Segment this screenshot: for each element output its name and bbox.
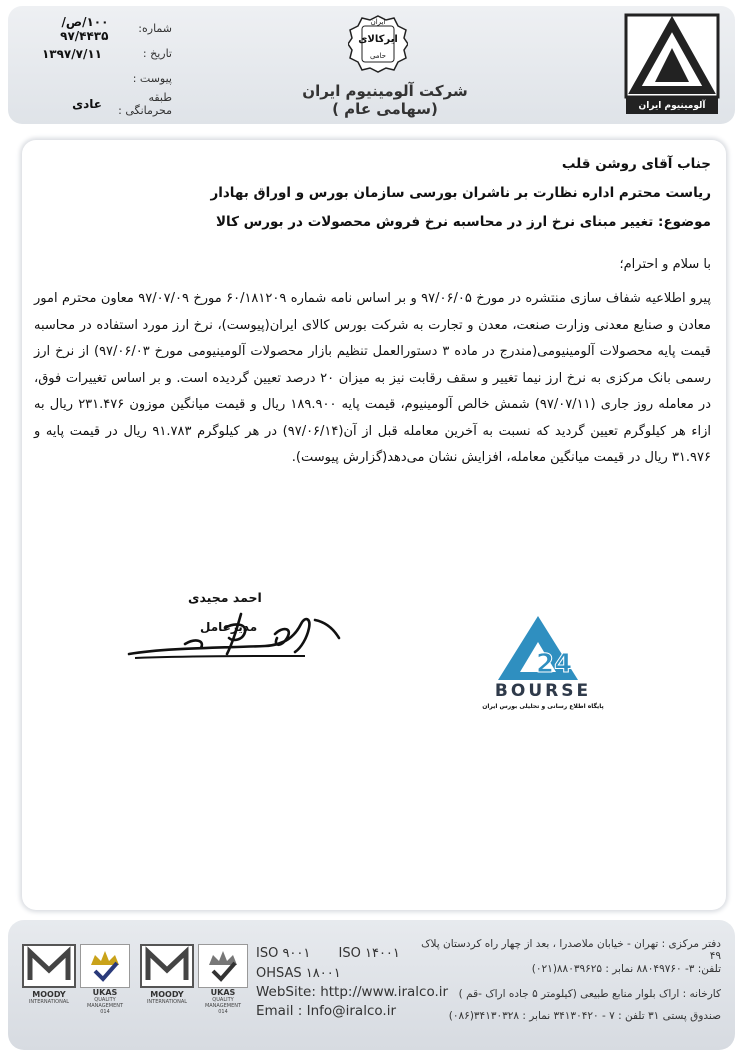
cert-label: MOODY bbox=[32, 990, 66, 999]
letter-subject: موضوع: تغییر مبنای نرخ ارز در محاسبه نرخ فروش محصولات در بورس کالا bbox=[215, 214, 711, 230]
logo-caption: آلومینیوم ایران bbox=[638, 101, 706, 111]
ukas-code: 014 bbox=[218, 1009, 228, 1015]
ukas-label: UKAS bbox=[92, 988, 118, 997]
cert-label: MOODY bbox=[150, 990, 184, 999]
crown-check-icon bbox=[80, 944, 130, 988]
meta-value: ۱۳۹۷/۷/۱۱ bbox=[41, 46, 102, 61]
bourse-tagline: پایگاه اطلاع رسانی و تحلیلی بورس ایران bbox=[482, 703, 604, 710]
seal-text-top: ایران bbox=[370, 18, 386, 26]
moody-cert-1 bbox=[22, 944, 76, 1022]
letter-paragraph: پیرو اطلاعیه شفاف سازی منتشره در مورخ ۹۷/۰۶/۰۵ و بر اساس نامه شماره ۶۰/۱۸۱۲۰۹ مورخ ۹۷/۰۷/۰۹ معاون محترم امور معادن و صنایع معدنی وزارت صنعت، معدن و تجارت به شرکت بورس کالای ایران(پیوست)، نرخ ارز مورد استفاده در محاسبه قیمت پایه محصولات آلومینیومی(مندرج در ماده ۳ دستورالعمل تنظیم بازار محصولات آلومینیومی مورخ ۹۷/۰۶/۰۳) از نرخ ارز رسمی بانک مرکزی به نرخ ارز نیما تغییر و سقف رقابت نیز به میزان ۲۰ درصد تعیین گردیده است. و بر اساس تغییرات فوق، در معامله روز جاری (۹۷/۰۷/۱۱) شمش خالص آلومینیوم، قیمت پایه ۱۸۹.۹۰۰ ریال و قیمت میانگین موزون ۲۳۱.۴۷۶ ریال به ازاء هر کیلوگرم تعیین گردید که نسبت به آخرین معامله قبل از آن(۹۷/۰۶/۱۴) در هر کیلوگرم ۹۱.۷۸۳ ریال در قیمت پایه و ۳۱.۹۷۶ ریال در قیمت میانگین معامله، افزایش نشان می‌دهد(گزارش پیوست). bbox=[34, 291, 712, 465]
iso-9001: ISO ۹۰۰۱ bbox=[256, 946, 311, 961]
meta-date bbox=[22, 41, 172, 66]
moody-logo-icon bbox=[22, 944, 76, 988]
meta-value: ۱۰۰/ص/۹۷/۴۴۳۵ bbox=[60, 14, 109, 43]
moody-cert-2 bbox=[140, 944, 194, 1022]
cert-sub: INTERNATIONAL bbox=[146, 999, 188, 1005]
ukas-sub: QUALITY MANAGEMENT bbox=[204, 997, 242, 1009]
iso-certifications bbox=[256, 946, 424, 961]
meta-label: تاریخ : bbox=[142, 47, 172, 60]
ukas-sub: QUALITY MANAGEMENT bbox=[86, 997, 124, 1009]
letterhead bbox=[8, 6, 735, 124]
svg-text:24: 24 bbox=[536, 649, 573, 679]
office-address: دفتر مرکزی : تهران - خیابان ملاصدرا ، بعد از چهار راه کردستان پلاک ۴۹ bbox=[421, 938, 721, 962]
ukas-cert-1 bbox=[80, 944, 130, 1022]
letter-meta bbox=[22, 16, 172, 116]
bourse-wordmark: BOURSE bbox=[494, 681, 592, 701]
ukas-code: 014 bbox=[100, 1009, 110, 1015]
crown-check-icon bbox=[198, 944, 248, 988]
meta-value: عادی bbox=[72, 96, 102, 111]
signer-title: مدیرعامل bbox=[200, 620, 258, 634]
meta-label: پیوست : bbox=[132, 72, 172, 85]
recipient-name: جناب آقای روشن قلب bbox=[561, 156, 711, 172]
office-phone: تلفن: ۳- ۸۸۰۴۹۷۶۰ نمابر : ۸۸۰۳۹۶۲۵(۰۲۱) bbox=[531, 963, 721, 975]
ukas-label: UKAS bbox=[210, 988, 236, 997]
email-link[interactable]: Email : Info@iralco.ir bbox=[256, 1003, 396, 1019]
signer-name: احمد مجیدی bbox=[188, 590, 262, 605]
ukas-cert-2 bbox=[198, 944, 248, 1022]
cert-sub: INTERNATIONAL bbox=[28, 999, 70, 1005]
recipient-title: ریاست محترم اداره نظارت بر ناشران بورسی سازمان بورس و اوراق بهادار bbox=[210, 185, 711, 201]
meta-number bbox=[22, 16, 172, 41]
seal-text-mid: ایرکالای bbox=[358, 34, 398, 45]
factory-contact: صندوق پستی ۳۱ تلفن : ۷ - ۳۴۱۳۰۴۲۰ نمابر : ۳۴۱۳۰۳۲۸(۰۸۶) bbox=[448, 1010, 721, 1022]
meta-classification bbox=[22, 91, 172, 116]
moody-logo-icon bbox=[140, 944, 194, 988]
company-name: شرکت آلومینیوم ایران (سهامی عام ) bbox=[302, 82, 468, 118]
letter-body-frame bbox=[22, 140, 726, 910]
seal-text-bottom: حامی bbox=[369, 52, 387, 60]
meta-label: طبقه محرمانگی : bbox=[118, 90, 172, 117]
company-logo-icon bbox=[623, 12, 721, 116]
handwritten-signature bbox=[125, 598, 355, 670]
letter-greeting: با سلام و احترام؛ bbox=[619, 257, 711, 272]
meta-attachment bbox=[22, 66, 172, 91]
meta-label: شماره: bbox=[138, 22, 172, 35]
factory-address: کارخانه : اراک بلوار منابع طبیعی (کیلومتر ۵ جاده اراک -قم ) bbox=[458, 988, 721, 1000]
ohsas-certification: OHSAS ۱۸۰۰۱ bbox=[256, 966, 341, 981]
iso-14001: ISO ۱۴۰۰۱ bbox=[338, 946, 400, 961]
website-link[interactable]: WebSite: http://www.iralco.ir bbox=[256, 984, 449, 1000]
